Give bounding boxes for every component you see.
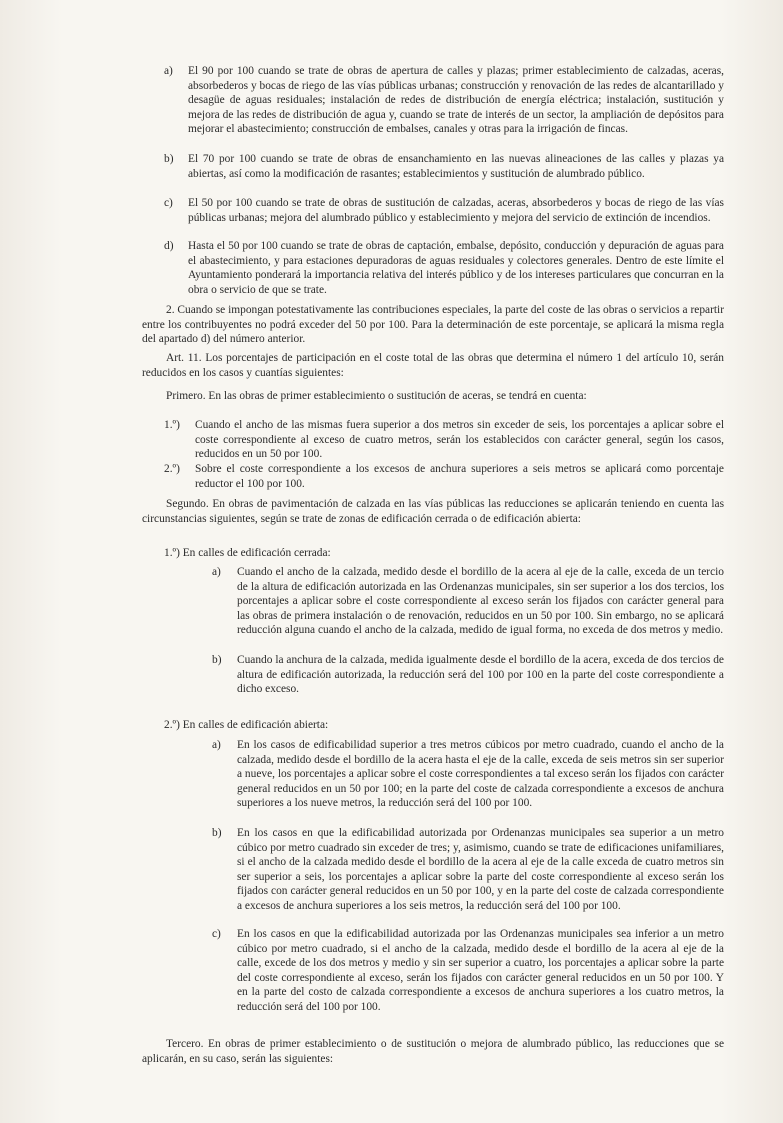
list-marker: b) (212, 654, 222, 666)
list-text: En los casos en que la edificabilidad autorizada por las Ordenanzas municipales sea inferior a un metro cúbico por metro cuadrado, si el ancho de la calzada, medido desde el bordillo de la acera al eje de la calle, excede de los dos metros y medio y sin ser superior a cuatro, los porcentajes a aplicar sobre la parte del coste correspondiente al exceso, serán los fijados con carácter general reducidos en un 50 por 100. Y en la parte del costo de calzada correspondiente a excesos de anchura superiores a los cuatro metros, la reducción será del 100 por 100. (237, 928, 724, 1013)
list-marker: d) (164, 240, 174, 252)
list-marker: c) (164, 197, 173, 209)
list-marker: a) (164, 65, 173, 77)
list-marker: a) (212, 739, 221, 751)
list-text: Cuando el ancho de las mismas fuera superior a dos metros sin exceder de seis, los porcentajes a aplicar sobre el coste correspondiente al exceso de cuatro metros, serán los establecidos con carácter general, según los casos, reducidos en un 50 por 100. (195, 419, 724, 461)
paragraph-2: 2. Cuando se impongan potestativamente las contribuciones especiales, la parte del coste de las obras o servicios a repartir entre los contribuyentes no podrá exceder del 50 por 100. Para la determinación de este porcentaje, se aplicará la misma regla del apartado d) del número anterior. (142, 304, 724, 346)
abierta-heading: 2.º) En calles de edificación abierta: (164, 719, 329, 731)
list-marker: c) (212, 928, 221, 940)
list-marker: b) (212, 827, 222, 839)
list-text: El 90 por 100 cuando se trate de obras de apertura de calles y plazas; primer establecimiento de calzadas, aceras, absorbederos y bocas de riego de las vías públicas urbanas; construcción y renovación de las redes de alcantarillado y desagüe de aguas residuales; instalación de redes de distribución de energía eléctrica; instalación, sustitución y mejora de las redes de distribución de agua y, cuando se trate de interés de un sector, la ampliación de depósitos para mejorar el abastecimiento; construcción de embalses, canales y otras para la irrigación de fincas. (188, 65, 724, 136)
list-text: El 70 por 100 cuando se trate de obras de ensanchamiento en las nuevas alineaciones de las calles y plazas ya abiertas, así como la modificación de rasantes; establecimientos y sustitución de alumbrado público. (188, 153, 724, 180)
list-text: En los casos de edificabilidad superior a tres metros cúbicos por metro cuadrado, cuando el ancho de la calzada, medido desde el bordillo de la acera hasta el eje de la calle, exceda de seis metros sin ser superior a nueve, los porcentajes a aplicar sobre el coste correspondientes a tal exceso serán los fijados con carácter general reducidos en un 50 por 100; en la parte del coste de calzada correspondiente a excesos de anchura superiores a los nueve metros, la reducción será del 100 por 100. (237, 739, 724, 810)
cerrada-heading: 1.º) En calles de edificación cerrada: (164, 547, 331, 559)
list-text: En los casos en que la edificabilidad autorizada por Ordenanzas municipales sea superior a un metro cúbico por metro cuadrado sin exceder de tres; y, asimismo, cuando se trate de edificaciones unifamiliares, si el ancho de la calzada medido desde el bordillo de la acera al eje de la calle exceda de cuatro metros sin ser superior a seis, los porcentajes a aplicar sobre la parte del coste correspondiente al exceso serán los fijados con carácter general reducidos en un 50 por 100, y en la parte del coste de calzada correspondiente a excesos de anchura superiores a los seis metros, la reducción será del 100 por 100. (237, 827, 724, 912)
tercero-paragraph: Tercero. En obras de primer establecimiento o de sustitución o mejora de alumbrado público, las reducciones que se aplicarán, en su caso, serán las siguientes: (142, 1038, 724, 1065)
list-text: Sobre el coste correspondiente a los excesos de anchura superiores a seis metros se aplicará como porcentaje reductor el 100 por 100. (195, 463, 724, 490)
list-marker: 1.º) (164, 419, 180, 431)
segundo-paragraph: Segundo. En obras de pavimentación de calzada en las vías públicas las reducciones se aplicarán teniendo en cuenta las circunstancias siguientes, según se trate de zonas de edificación cerrada o de edificación abierta: (142, 498, 724, 525)
list-text: Cuando el ancho de la calzada, medido desde el bordillo de la acera al eje de la calle, exceda de un tercio de la altura de edificación autorizada en las Ordenanzas municipales, sin ser superior a los dos tercios, los porcentajes a aplicar sobre el coste correspondiente al exceso serán los fijados con carácter general para las obras de primera instalación o de renovación, reducidos en un 50 por 100. Sin embargo, no se aplicará reducción alguna cuando el ancho de la calzada, medido de igual forma, no exceda de dos metros y medio. (237, 566, 724, 637)
article-11: Art. 11. Los porcentajes de participación en el coste total de las obras que determina el número 1 del artículo 10, serán reducidos en los casos y cuantías siguientes: (142, 352, 724, 379)
list-marker: 2.º) (164, 463, 180, 475)
list-text: Hasta el 50 por 100 cuando se trate de obras de captación, embalse, depósito, conducción y depuración de aguas para el abastecimiento, y para estaciones depuradoras de aguas residuales y colectores generales. Dentro de este límite el Ayuntamiento ponderará la importancia relativa del interés público y de los intereses particulares que concurran en la obra o servicio de que se trate. (188, 240, 724, 296)
primero-heading: Primero. En las obras de primer establecimiento o sustitución de aceras, se tendrá en cuenta: (166, 390, 587, 402)
list-text: Cuando la anchura de la calzada, medida igualmente desde el bordillo de la acera, exceda de dos tercios de altura de edificación autorizada, la reducción será del 100 por 100 en la parte del coste correspondiente a dicho exceso. (237, 654, 724, 696)
list-text: El 50 por 100 cuando se trate de obras de sustitución de calzadas, aceras, absorbederos y bocas de riego de las vías públicas urbanas; mejora del alumbrado público y establecimiento y mejora del servicio de extinción de incendios. (188, 197, 724, 224)
list-marker: b) (164, 153, 174, 165)
list-marker: a) (212, 566, 221, 578)
